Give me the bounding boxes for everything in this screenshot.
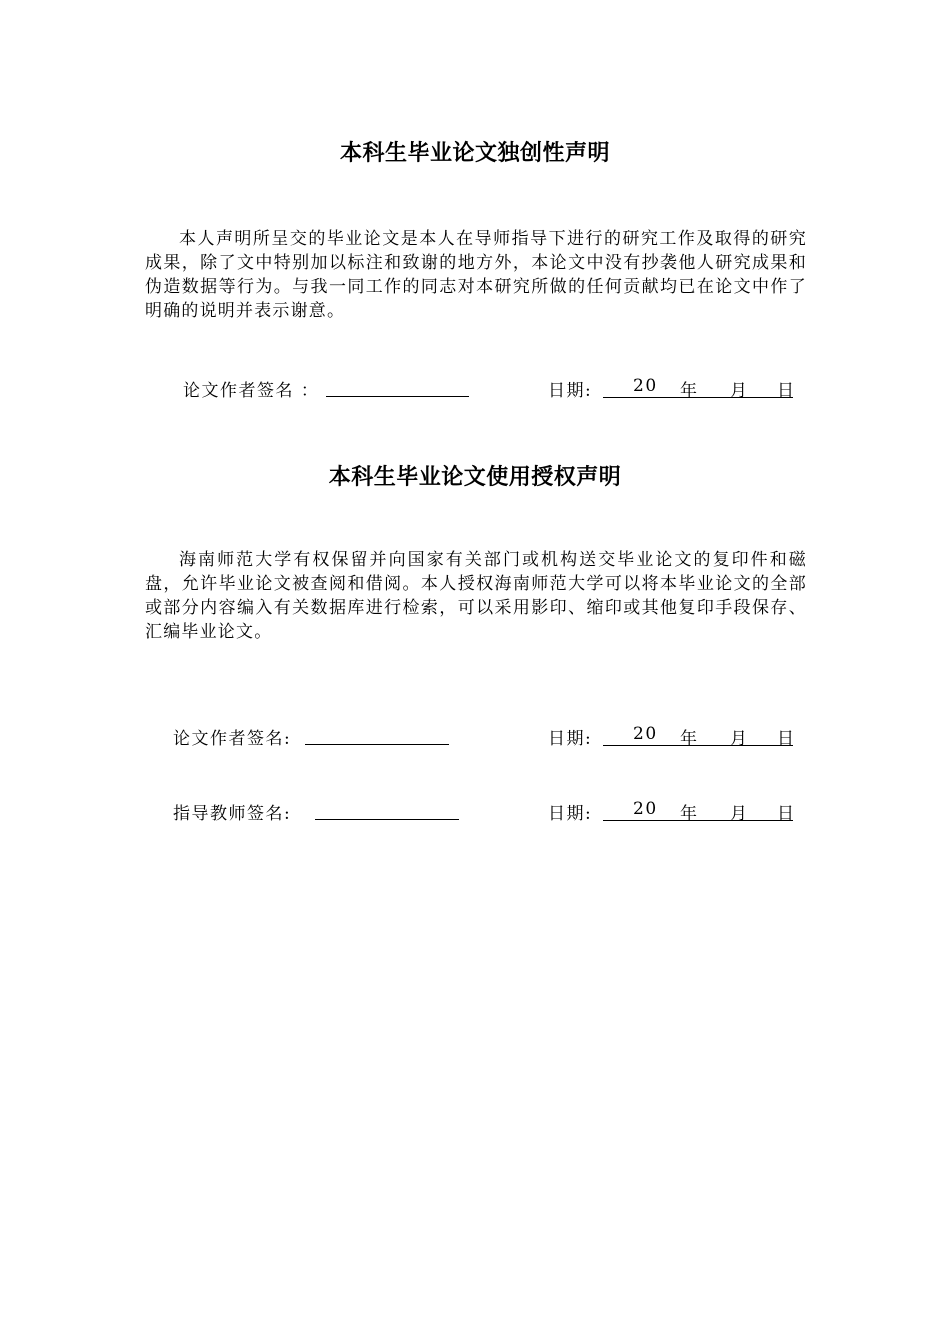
date-field[interactable] bbox=[603, 799, 796, 824]
year-unit: 年 bbox=[680, 804, 699, 824]
date-field[interactable] bbox=[603, 724, 796, 749]
supervisor-signature-label: 指导教师签名: bbox=[173, 804, 292, 824]
originality-signature-row bbox=[0, 376, 950, 400]
author-signature-label: 论文作者签名: bbox=[173, 729, 292, 749]
originality-declaration-body: 本人声明所呈交的毕业论文是本人在导师指导下进行的研究工作及取得的研究成果，除了文中特别加以标注和致谢的地方外，本论文中没有抄袭他人研究成果和伪造数据等行为。与我一同工作的同志对本研究所做的任何贡献均已在论文中作了明确的说明并表示谢意。 bbox=[145, 229, 807, 321]
date-label: 日期: bbox=[548, 804, 593, 824]
year-unit: 年 bbox=[680, 729, 699, 749]
author-signature-line[interactable] bbox=[326, 396, 469, 397]
authorization-declaration-title: 本科生毕业论文使用授权声明 bbox=[328, 465, 622, 490]
date-year-prefix: 20 bbox=[633, 724, 658, 744]
year-unit: 年 bbox=[680, 381, 699, 401]
month-unit: 月 bbox=[730, 804, 749, 824]
author-signature-label: 论文作者签名 ： bbox=[183, 381, 320, 401]
author-signature-line[interactable] bbox=[305, 744, 449, 745]
day-unit: 日 bbox=[777, 381, 796, 401]
authorization-author-signature-row bbox=[0, 724, 950, 748]
supervisor-signature-line[interactable] bbox=[315, 819, 459, 820]
originality-declaration-title: 本科生毕业论文独创性声明 bbox=[339, 141, 610, 166]
month-unit: 月 bbox=[730, 729, 749, 749]
date-year-prefix: 20 bbox=[633, 799, 658, 819]
date-label: 日期: bbox=[548, 729, 593, 749]
supervisor-signature-row bbox=[0, 799, 950, 823]
date-field[interactable] bbox=[603, 376, 796, 401]
day-unit: 日 bbox=[777, 729, 796, 749]
date-label: 日期: bbox=[548, 381, 593, 401]
authorization-declaration-body: 海南师范大学有权保留并向国家有关部门或机构送交毕业论文的复印件和磁盘，允许毕业论文被查阅和借阅。本人授权海南师范大学可以将本毕业论文的全部或部分内容编入有关数据库进行检索，可以采用影印、缩印或其他复印手段保存、汇编毕业论文。 bbox=[145, 550, 807, 642]
date-year-prefix: 20 bbox=[633, 376, 658, 396]
day-unit: 日 bbox=[777, 804, 796, 824]
month-unit: 月 bbox=[730, 381, 749, 401]
